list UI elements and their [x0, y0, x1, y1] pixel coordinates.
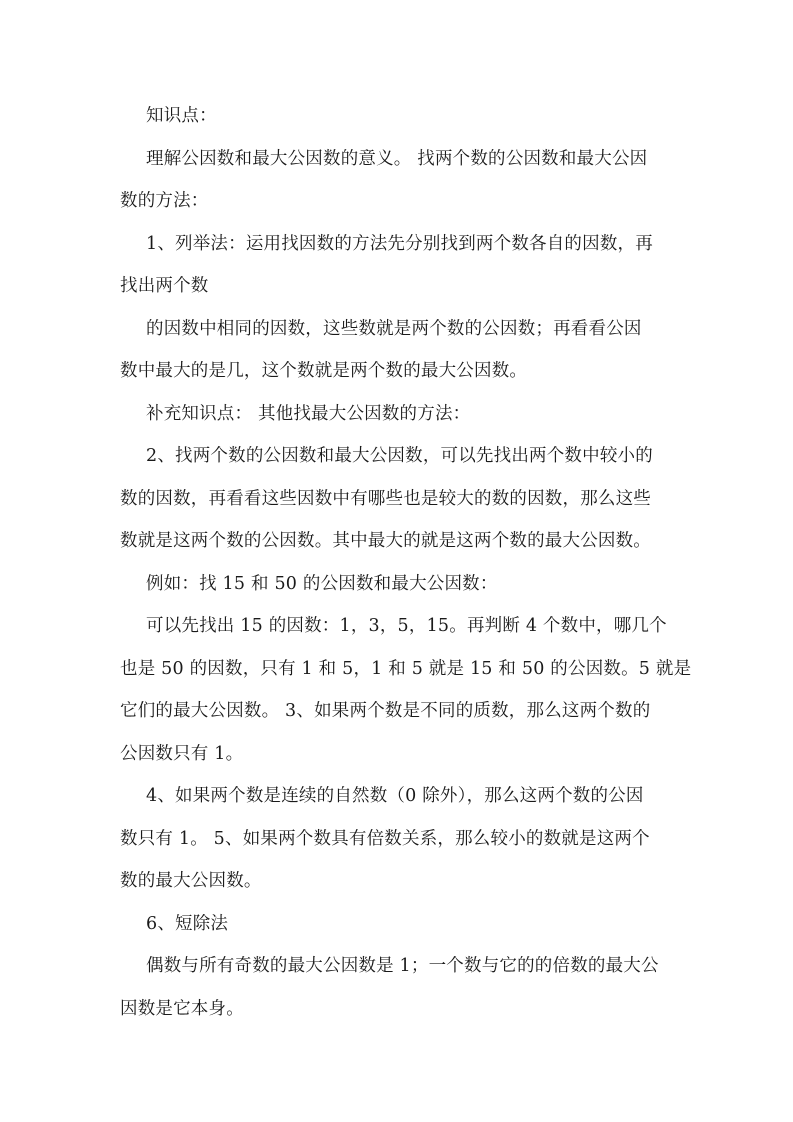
paragraph-line: 数就是这两个数的公因数。其中最大的就是这两个数的最大公因数。 [120, 531, 651, 551]
method-2-line: 2、找两个数的公因数和最大公因数，可以先找出两个数中较小的 [146, 446, 653, 466]
heading-knowledge-points: 知识点： [146, 106, 217, 126]
heading-supplementary: 补充知识点： 其他找最大公因数的方法： [146, 404, 471, 424]
paragraph-line: 找出两个数 [120, 276, 209, 296]
paragraph-line: 数的因数，再看看这些因数中有哪些也是较大的数的因数，那么这些 [120, 489, 651, 509]
method-5-line: 数只有 1。 5、如果两个数具有倍数关系，那么较小的数就是这两个 [120, 829, 650, 849]
method-1-line: 1、列举法：运用找因数的方法先分别找到两个数各自的因数，再 [146, 234, 653, 254]
paragraph-line: 可以先找出 15 的因数：1，3，5，15。再判断 4 个数中，哪几个 [146, 616, 667, 636]
paragraph-line: 公因数只有 1。 [120, 744, 244, 764]
paragraph-line: 数的最大公因数。 [120, 871, 262, 891]
paragraph-line: 数的方法： [120, 191, 209, 211]
paragraph-line: 偶数与所有奇数的最大公因数是 1；一个数与它的的倍数的最大公 [146, 956, 659, 976]
paragraph-line: 也是 50 的因数，只有 1 和 5，1 和 5 就是 15 和 50 的公因数。5 就是 [120, 659, 692, 679]
paragraph-line: 数中最大的是几，这个数就是两个数的最大公因数。 [120, 361, 528, 381]
method-6-line: 6、短除法 [146, 914, 229, 934]
example-line: 例如：找 15 和 50 的公因数和最大公因数： [146, 574, 498, 594]
paragraph-line: 理解公因数和最大公因数的意义。 找两个数的公因数和最大公因 [146, 149, 648, 169]
method-3-line: 它们的最大公因数。 3、如果两个数是不同的质数，那么这两个数的 [120, 701, 651, 721]
method-4-line: 4、如果两个数是连续的自然数（0 除外），那么这两个数的公因 [146, 786, 644, 806]
paragraph-line: 的因数中相同的因数，这些数就是两个数的公因数；再看看公因 [146, 319, 642, 339]
paragraph-line: 因数是它本身。 [120, 999, 244, 1019]
